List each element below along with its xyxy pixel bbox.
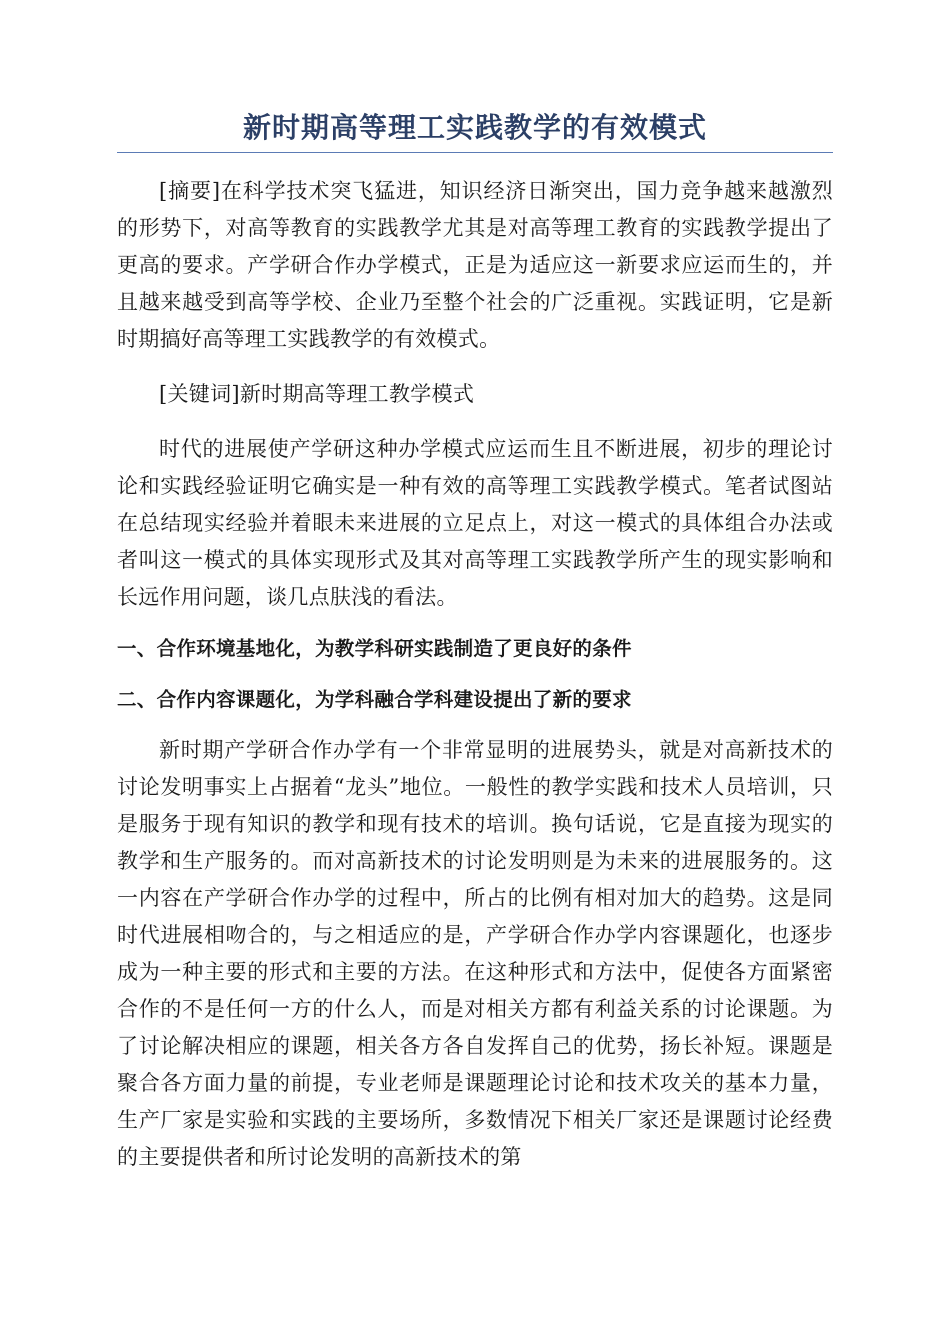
body-paragraph: 新时期产学研合作办学有一个非常显明的进展势头，就是对高新技术的讨论发明事实上占据着“龙头”地位。一般性的教学实践和技术人员培训，只是服务于现有知识的教学和现有技术的培训。换句话说，它是直接为现实的教学和生产服务的。而对高新技术的讨论发明则是为未来的进展服务的。这一内容在产学研合作办学的过程中，所占的比例有相对加大的趋势。这是同时代进展相吻合的，与之相适应的是，产学研合作办学内容课题化，也逐步成为一种主要的形式和主要的方法。在这种形式和方法中，促使各方面紧密合作的不是任何一方的什么人，而是对相关方都有利益关系的讨论课题。为了讨论解决相应的课题，相关各方各自发挥自己的优势，扬长补短。课题是聚合各方面力量的前提，专业老师是课题理论讨论和技术攻关的基本力量，生产厂家是实验和实践的主要场所，多数情况下相关厂家还是课题讨论经费的主要提供者和所讨论发明的高新技术的第 [117,738,833,1169]
document-page [117,108,833,1176]
keywords-paragraph: [关键词]新时期高等理工教学模式 [159,382,475,406]
section-heading-1: 一、合作环境基地化，为教学科研实践制造了更良好的条件 [117,637,632,660]
intro-paragraph: 时代的进展使产学研这种办学模式应运而生且不断进展，初步的理论讨论和实践经验证明它确实是一种有效的高等理工实践教学模式。笔者试图站在总结现实经验并着眼未来进展的立足点上，对这一模式的具体组合办法或者叫这一模式的具体实现形式及其对高等理工实践教学所产生的现实影响和长远作用问题，谈几点肤浅的看法。 [117,437,833,609]
document-title: 新时期高等理工实践教学的有效模式 [117,108,833,153]
abstract-paragraph: [摘要]在科学技术突飞猛进，知识经济日渐突出，国力竞争越来越激烈的形势下，对高等教育的实践教学尤其是对高等理工教育的实践教学提出了更高的要求。产学研合作办学模式，正是为适应这一新要求应运而生的，并且越来越受到高等学校、企业乃至整个社会的广泛重视。实践证明，它是新时期搞好高等理工实践教学的有效模式。 [117,179,833,351]
section-heading-2: 二、合作内容课题化，为学科融合学科建设提出了新的要求 [117,688,632,711]
